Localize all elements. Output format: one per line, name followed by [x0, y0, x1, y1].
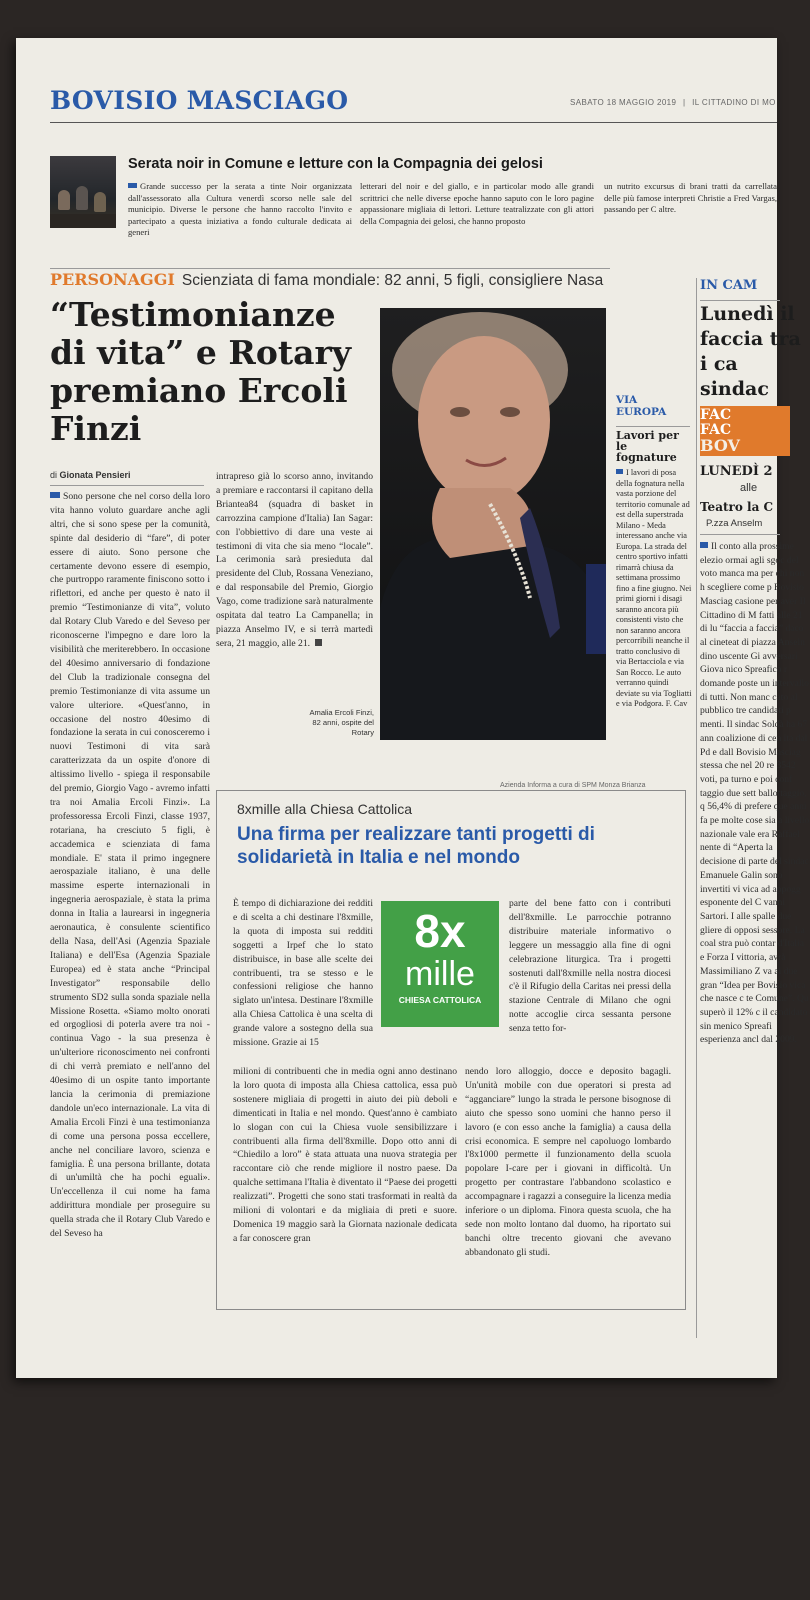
portrait-illustration	[380, 308, 606, 740]
ad-kicker: 8xmille alla Chiesa Cattolica	[237, 801, 413, 817]
article-col2: intrapreso già lo scorso anno, invitando a premiare e raccontarsi il capitano della Brianteа84 (squadra di basket in carrozzina campione d'Italia) Ian Sagar: con l'obbiettivo di dare una veste ai testimoni di vita che sia meno “locale”. La cerimonia sarà presieduta dal presidente del Club, Rossana Veneziano, e dal responsabile del Premio, Giorgio Vago, come tradizione sarà naturalmente ospitata dal teatro La Campanella; in piazza Anselmo IV, e si terrà martedì sera, 21 maggio, alle 21.	[216, 471, 373, 649]
top-story-photo	[50, 156, 116, 228]
issue-date: SABATO 18 MAGGIO 2019	[570, 98, 677, 107]
right-column-headline: Lunedì il faccia tra i ca sindac	[700, 303, 801, 400]
via-europa-title: Lavori per le fognature	[616, 429, 679, 464]
top-story-title: Serata noir in Comune e letture con la Compagnia dei gelosi	[128, 156, 543, 172]
right-column-tag: IN CAM	[700, 278, 758, 293]
top-story-col3: un nutrito excursus di brani tratti da carrellata delle più famose interpreti Christie a Fred Vargas, passando per C altre.	[604, 181, 777, 215]
promo-address: P.zza Anselm	[706, 518, 763, 529]
ad-col2-bottom: nendo loro alloggio, docce e deposito bagagli. Un'unità mobile con due operatori si presta ad “agganciare” lungo la strada le persone bisognose di aiuto che spesso sono uomini che hanno perso il lavoro (e con esso anche la famiglia) a causa della crisi economica. E sempre nel capoluogo lombardo l'8x1000 permette il funzionamento della scuola popolare I-care per i giovani in difficoltà. Un progetto per contrastare l'abbandono scolastico e accompagnare i ragazzi a conseguire la licenza media inferiore o un diploma. Finora questa scuola, che ha sede non molto lontano dal duomo, ha riportato sui banchi oltre trecento giovani che avevano abbandonato gli studi.	[465, 1066, 671, 1258]
section-title: BOVISIO MASCIAGO	[50, 86, 349, 115]
newspaper-name: IL CITTADINO DI MO	[692, 98, 776, 107]
article-subhead: Scienziata di fama mondiale: 82 anni, 5 figli, consigliere Nasa	[181, 272, 604, 289]
article-kicker: PERSONAGGI	[50, 270, 175, 289]
newspaper-page: BOVISIO MASCIAGO SABATO 18 MAGGIO 2019 | IL CITTADINO DI MO Serata noir in Comune e letture con la Compagnia dei gelosi Grande successo per la serata a tinte Noir organizzata dall'assessorato alla Cultura venerdì scorso nelle sale del municipio. Diverse le persone che hanno raccolto l'invito e partecipato a questa iniziativa a fondo culturale dedicata ai generi letterari del noir e del giallo, e in particolar modo alle grandi scrittrici che nelle diverse epoche hanno saputo con le loro pagine appassionare migliaia di lettori. Letture teatralizzate con gli attori della Compagnia dei gelosi, che hanno proposto un nutrito excursus di brani tratti da carrellata delle più famose interpreti Christie a Fred Vargas, passando per C altre. PERSONAGGI Scienziata di fama mondiale: 82 anni, 5 figli, consigliere Nasa “Testimonianze di vita” e Rotary premiano Ercoli Finzi di Gionata Pensieri Sono persone che nel corso della loro vita hanno voluto guardare anche agli altri, che si sono spese per la comunità, spinte dal desiderio di “fare”, di poter essere di aiuto. Sono persone che certamente devono essere di esempio, che purtroppo raramente finiscono sotto i riflettori, ed anche per questo è nato il premio “Testimonianze di vita”, voluto dal Rotary Club Varedo e del Seveso per riconoscerne l'impegno e dare loro la visibilità che meriterebbero. In occasione del 40esimo anniversario di fondazione del Club la tradizionale consegna del premio Testimonianze di vita assume un valore ulteriore. «Quest'anno, in occasione del nostro 40esimo di fondazione la serata in cui conosceremo i nuovi Testimoni di vita sarà caratterizzata da un ospite d'onore di altissimo livello - spiega il responsabile del premio, Giorgio Vago - avremo infatti tra noi Amalia Ercoli Finzi». La professoressa Ercoli Finzi, classe 1937, rotariana, ha cresciuto 5 figli, è accademica e scienziata di fama mondiale. E' stata il primo ingegnere aerospaziale italiano, è una delle massime esperte internazionali in ingegneria aerospaziale, è stata la prima donna in Italia a laurearsi in ingegneria aeronautica, è consulente scientifico della Nasa, dell'Asi (Agenzia Spaziale Italiana) e dell'Esa (Agenzia Spaziale Europea) ed è stata anche “Principal Investigator” responsabile dello strumento SD2 sulla sonda spaziale nella Missione Rosetta. «Siamo molto onorati ed orgogliosi di poterla avere tra noi - continua Vago - la sua presenza è un'ulteriore riconoscimento nei confronti di chi verrà premiato e nell'anno del 40esimo di un ospite tanto importante lancia la cerimonia di premiazione dandole un'eco internazionale. La vita di Amalia Ercoli Finzi è una testimonianza di come una persona possa eccellere, anche nel conciliare lavoro, scienza e famiglia. È una persona brillante, dotata di un'umiltà che ha pochi eguali». Un'eccellenza il cui nome ha fama addirittura mondiale per proseguire su quella strada che il Rotary Club Varedo e del Seveso ha intrapreso già lo scorso anno, invitando a premiare e raccontarsi il capitano della Brianteа84 (squadra di basket in carrozzina campione d'Italia) Ian Sagar: con l'obbiettivo di dare una veste ai testimoni di vita che sia meno “locale”. La cerimonia sarà presieduta dal presidente del Club, Rossana Veneziano, e dal responsabile del Premio, Giorgio Vago, come tradizione sarà naturalmente ospitata dal teatro La Campanella; in piazza Anselmo IV, e si terrà martedì sera, 21 maggio, alle 21. Amalia Ercoli Finzi, 82 anni, ospite del Rotary VIA EUROPA Lavori per le fognature I lavori di posa della fognatura nella vasta porzione del territorio comunale ad est della superstrada Milano - Meda interessano anche via Europa. La strada del centro sportivo infatti rimarrà chiusa da settimana prossimo fino a fine giugno. Nei primi giorni i disagi saranno ancora più consistenti visto che non saranno ancora percorribili neanche il tratto conclusivo di via Bertacciola e via San Rocco. Le auto verranno quindi deviate su via Togliatti e via Podgora. F. Cav IN CAM Lunedì il faccia tra i ca sindac FAC FAC BOV LUNEDÌ 2 alle Teatro la C P.zza Anselm Il conto alla prossime elezio ormai agli sgoc del voto manca ma per chi non h scegliere come p Bovisio Masciag casione per aver Il Cittadino di M fatti alle 21 di lu “faccia a faccia” daco al cineteat di piazza Anseln dino uscente Gi avversari Giova nico Spreafico r domande poste un intervallo di tutti. Non manc cato al pubblico tre candidati p menti. Il sindac Soldà ha 67 ann coalizione di cen ita dal Pd e dall Bovisio Masciag stessa che nel 20 re 3542 voti, pa turno e poi conf taggio due sett ballottaggio, q 56,4% di prefere que anni fa pe molte cose sia a livello nazionale vale era Raffael nente di “Aperta la decisione di parte del sindac Emanuele Galin sono invertiti vi vica ad appogg esponente del C vanni Sartori. I alle spalle due gliere di opposi sessore. La coal stra può contar d'Italia e Forza I vittoria, avrà Massimiliano Z va ai due gran “Idea per Bovisio vica che nasce c te Comune”. Qu superò il 12% c il candidato sin menico Spreafi esperienza ancl dal 2009. Azienda Informa a cura di SPM Monza Brianza 8xmille alla Chiesa Cattolica Una firma per realizzare tanti progetti di solidarietà in Italia e nel mondo È tempo di dichiarazione dei redditi e di scelta a chi destinare l'8xmille, la quota di imposta sui redditi soggetti a Irpef che lo stato distribuisce, in base alle scelte dei contribuenti, tra se stesso e le confessioni religiose che hanno siglato un'intesa. Destinare l'8xmille alla Chiesa Cattolica è una scelta di grande valore a sostegno della sua missione. Grazie ai 15 8x mille CHIESA CATTOLICA parte del bene fatto con i contributi dell'8xmille. Le parrocchie potranno distribuire materiale informativo o leggere un messaggio alla fine di ogni celebrazione liturgica. Tra i progetti sostenuti dall'8xmille nella nostra diocesi c'è il Rifugio della Caritas nei pressi della stazione Centrale di Milano che ogni notte accoglie circa sessanta persone senza tetto for- milioni di contribuenti che in media ogni anno destinano la loro quota di imposta alla Chiesa cattolica, essa può sostenere migliaia di progetti in aiuto dei più deboli e dimenticati in Italia e nel mondo. Quest'anno è cambiato lo slogan con cui la Chiesa vuole sensibilizzare i contribuenti alla firma dell'8xmille. Dopo otto anni di “Chiedilo a loro” è stata attuata una nuova strategia per raccontare ciò che rende migliore il nostro paese. Da qualche settimana l'Italia è diventato il “Paese dei progetti realizzati”. Progetti che sono stati trasformati in realtà da milioni di volontari e da migliaia di preti e suore. Domenica 19 maggio sarà la Giornata nazionale dedicata a far conoscere gran nendo loro alloggio, docce e deposito bagagli. Un'unità mobile con due operatori si presta ad “agganciare” lungo la strada le persone bisognose di aiuto che spesso sono uomini che hanno perso il lavoro (e con esso anche la famiglia) a causa della crisi economica. E sempre nel capoluogo lombardo l'8x1000 permette il funzionamento della scuola popolare I-care per i giovani in difficoltà. Un progetto per contrastare l'abbandono scolastico e accompagnare i ragazzi a conseguire la licenza media inferiore o un diploma. Finora questa scuola, che ha sede non molto lontano dal duomo, ha riportato sui banchi oltre trecento giovani che avevano abbandonato gli studi.	[16, 38, 777, 1378]
photo-caption: Amalia Ercoli Finzi, 82 anni, ospite del Rotary	[309, 708, 374, 737]
promo-line-2: FAC	[700, 422, 732, 438]
ad-col1-bottom: milioni di contribuenti che in media ogni anno destinano la loro quota di imposta alla Chiesa cattolica, essa può sostenere migliaia di progetti in aiuto dei più deboli e dimenticati in Italia e nel mondo. Quest'anno è cambiato lo slogan con cui la Chiesa vuole sensibilizzare i contribuenti alla firma dell'8xmille. Dopo otto anni di “Chiedilo a loro” è stata attuata una nuova strategia per raccontare ciò che rende migliore il nostro paese. Da qualche settimana l'Italia è diventato il “Paese dei progetti realizzati”. Progetti che sono stati trasformati in realtà da milioni di volontari e da migliaia di preti e suore. Domenica 19 maggio sarà la Giornata nazionale dedicata a far conoscere gran	[233, 1066, 457, 1244]
logo-chiesa: CHIESA CATTOLICA	[398, 995, 482, 1005]
promo-time: alle	[740, 482, 758, 494]
article-headline: “Testimonianze di vita” e Rotary premiano Ercoli Finzi	[50, 295, 352, 448]
promo-line-1: FAC	[700, 407, 732, 423]
ad-col1-top: È tempo di dichiarazione dei redditi e di scelta a chi destinare l'8xmille, la quota di imposta sui redditi soggetti a Irpef che lo stato distribuisce, in base alle scelte dei contribuenti, tra se stesso e le confessioni religiose che hanno siglato un'intesa. Destinare l'8xmille alla Chiesa Cattolica è una scelta di grande valore a sostegno della sua missione. Grazie ai 15	[233, 898, 373, 1049]
portrait-photo	[380, 308, 606, 740]
right-column-body: Il conto alla prossime elezio ormai agli sgoc del voto manca ma per chi non h scegliere come p Bovisio Masciag casione per aver Il Cittadino di M fatti alle 21 di lu “faccia a faccia” daco al cineteat di piazza Anseln dino uscente Gi avversari Giova nico Spreafico r domande poste un intervallo di tutti. Non manc cato al pubblico tre candidati p menti. Il sindac Soldà ha 67 ann coalizione di cen ita dal Pd e dall Bovisio Masciag stessa che nel 20 re 3542 voti, pa turno e poi conf taggio due sett ballottaggio, q 56,4% di prefere que anni fa pe molte cose sia a livello nazionale vale era Raffael nente di “Aperta la decisione di parte del sindac Emanuele Galin sono invertiti vi vica ad appogg esponente del C vanni Sartori. I alle spalle due gliere di opposi sessore. La coal stra può contar d'Italia e Forza I vittoria, avrà Massimiliano Z va ai due gran “Idea per Bovisio vica che nasce c te Comune”. Qu superò il 12% c il candidato sin menico Spreafi esperienza ancl dal 2009.	[700, 541, 810, 1046]
logo-mille: mille	[405, 955, 475, 993]
election-promo	[700, 406, 790, 456]
byline-name: Gionata Pensieri	[59, 470, 131, 480]
advertisement-box	[216, 790, 686, 1310]
promo-venue: Teatro la C	[700, 500, 774, 514]
via-europa-tag: VIA EUROPA	[616, 394, 667, 418]
article-col1: Sono persone che nel corso della loro vita hanno voluto guardare anche agli altri, che si sono spese per la comunità, spinte dal desiderio di “fare”, di poter essere di aiuto. Sono persone che certamente devono essere di esempio, che purtroppo raramente finiscono sotto i riflettori, ed anche per questo è nato il premio “Testimonianze di vita”, voluto dal Rotary Club Varedo e del Seveso per riconoscerne l'impegno e dare loro la visibilità che meriterebbero. In occasione del 40esimo anniversario di fondazione del Club la tradizionale consegna del premio Testimonianze di vita assume un valore ulteriore. «Quest'anno, in occasione del nostro 40esimo di fondazione la serata in cui conosceremo i nuovi Testimoni di vita sarà caratterizzata da un ospite d'onore di altissimo livello - spiega il responsabile del premio, Giorgio Vago - avremo infatti tra noi Amalia Ercoli Finzi». La professoressa Ercoli Finzi, classe 1937, rotariana, ha cresciuto 5 figli, è accademica e scienziata di fama mondiale. E' stata il primo ingegnere aerospaziale italiano, è una delle massime esperte internazionali in ingegneria aerospaziale, è stata la prima donna in Italia a laurearsi in ingegneria aeronautica, è consulente scientifico della Nasa, dell'Asi (Agenzia Spaziale Italiana) e dell'Esa (Agenzia Spaziale Europea) ed è stata anche “Principal Investigator” responsabile dello strumento SD2 sulla sonda spaziale nella Missione Rosetta. «Siamo molto onorati ed orgogliosi di poterla avere tra noi - continua Vago - la sua presenza è un'ulteriore riconoscimento nei confronti di chi verrà premiato e nell'anno del 40esimo di un ospite tanto importante lancia la cerimonia di premiazione dandole un'eco internazionale. La vita di Amalia Ercoli Finzi è una testimonianza di come una persona possa eccellere, anche nel conciliare lavoro, scienza e famiglia. È una persona brillante, dotata di un'umiltà che ha pochi eguali». Un'eccellenza il cui nome ha fama addirittura mondiale per proseguire su quella strada che il Rotary Club Varedo e del Seveso ha	[50, 491, 210, 1240]
top-story-col1: Grande successo per la serata a tinte Noir organizzata dall'assessorato alla Cultura venerdì scorso nelle sale del municipio. Diverse le persone che hanno raccolto l'invito e partecipato a questa iniziativa a fondo culturale dedicata ai generi	[128, 181, 352, 238]
logo-8x: 8x	[414, 905, 466, 957]
8xmille-logo	[381, 901, 499, 1027]
top-story-col2: letterari del noir e del giallo, e in particolar modo alle grandi scrittrici che nelle diverse epoche hanno saputo con le loro pagine appassionare migliaia di lettori. Letture teatralizzate con gli attori della Compagnia dei gelosi, che hanno proposto	[360, 181, 594, 226]
ad-col2-top: parte del bene fatto con i contributi dell'8xmille. Le parrocchie potranno distribuire materiale informativo o leggere un messaggio alla fine di ogni celebrazione liturgica. Tra i progetti sostenuti dall'8xmille nella nostra diocesi c'è il Rifugio della Caritas nei pressi della stazione Centrale di Milano che ogni notte accoglie circa sessanta persone senza tetto for-	[509, 898, 671, 1035]
promo-day: LUNEDÌ 2	[700, 464, 773, 479]
byline-prefix: di	[50, 470, 58, 480]
ad-notice: Azienda Informa a cura di SPM Monza Brianza	[500, 782, 646, 789]
via-europa-body: I lavori di posa della fognatura nella vasta porzione del territorio comunale ad est della superstrada Milano - Meda interessano anche via Europa. La strada del centro sportivo infatti rimarrà chiusa da settimana prossimo fino a fine giugno. Nei primi giorni i disagi saranno ancora più consistenti visto che non saranno ancora percorribili neanche il tratto conclusivo di via Bertacciola e via San Rocco. Le auto verranno quindi deviate su via Togliatti e via Podgora. F. Cav	[616, 468, 692, 708]
ad-headline: Una firma per realizzare tanti progetti di solidarietà in Italia e nel mondo	[237, 824, 595, 868]
promo-line-3: BOV	[700, 436, 740, 455]
